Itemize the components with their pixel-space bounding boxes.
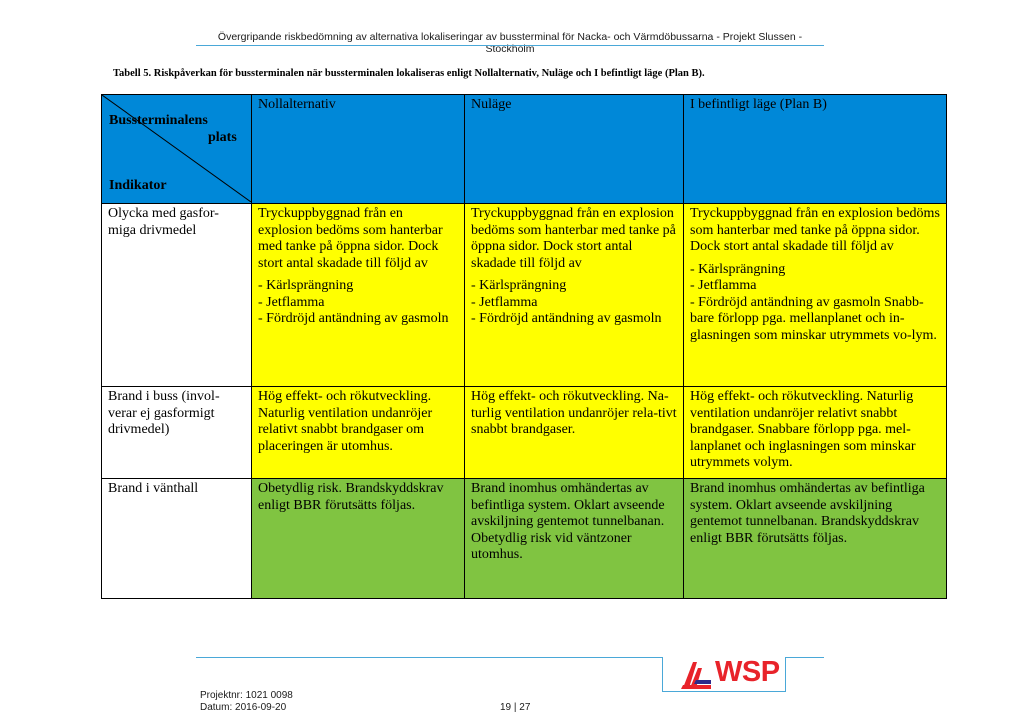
table-header-row xyxy=(102,95,947,204)
cell-text: Tryckuppbyggnad från en explosion bedöms som hanterbar med tanke på öppna sidor. Dock stort antal skadade till följd av xyxy=(690,206,940,254)
wsp-logo-text: WSP xyxy=(715,656,780,688)
row-indicator: Brand i vänthall xyxy=(102,479,252,599)
row-indicator: Brand i buss (invol-verar ej gasformigt drivmedel) xyxy=(102,387,252,479)
cell-text: Brand inomhus omhändertas av befintliga system. Oklart avseende avskiljning gentemot tunnelbanan. Obetydlig risk vid väntzoner utomhus. xyxy=(471,481,665,562)
risk-cell xyxy=(252,387,465,479)
cell-text: Obetydlig risk. Brandskyddskrav enligt BBR förutsätts följas. xyxy=(258,481,444,513)
table-row xyxy=(102,479,947,599)
page-number: 19 | 27 xyxy=(500,702,531,713)
table-row xyxy=(102,387,947,479)
corner-label-indicator: Indikator xyxy=(109,178,167,193)
cell-list: - Kärlsprängning - Jetflamma - Fördröjd antändning av gasmoln xyxy=(258,278,449,326)
cell-list: - Kärlsprängning - Jetflamma - Fördröjd antändning av gasmoln Snabb-bare förlopp pga. mellanplanet och in-glasningen som minskar utrymmets vo-lym. xyxy=(690,261,937,343)
risk-cell xyxy=(465,387,684,479)
cell-text: Brand inomhus omhändertas av befintliga system. Oklart avseende avskiljning gentemot tunnelbanan. Brandskyddskrav enligt BBR förutsätts följas. xyxy=(690,481,925,546)
footer-rule xyxy=(785,657,824,658)
wsp-logo xyxy=(662,657,786,692)
risk-cell xyxy=(252,204,465,387)
risk-cell xyxy=(684,204,947,387)
column-header-plan-b: I befintligt läge (Plan B) xyxy=(684,95,947,204)
risk-cell xyxy=(465,479,684,599)
corner-label-location: Bussterminalens xyxy=(109,113,208,128)
risk-cell xyxy=(684,387,947,479)
corner-cell xyxy=(102,95,252,204)
cell-text: Tryckuppbyggnad från en explosion bedöms som hanterbar med tanke på öppna sidor. Dock stort antal skadade till följd av xyxy=(258,206,443,271)
column-header-nulage: Nuläge xyxy=(465,95,684,204)
risk-cell xyxy=(684,479,947,599)
project-number: Projektnr: 1021 0098 xyxy=(200,690,293,701)
row-indicator: Olycka med gasfor-miga drivmedel xyxy=(102,204,252,387)
corner-label-location-2: plats xyxy=(208,130,237,145)
running-header: Övergripande riskbedömning av alternativa lokaliseringar av bussterminal för Nacka- och Värmdöbussarna - Projekt Slussen - Stockholm xyxy=(217,31,803,55)
column-header-nollalternativ: Nollalternativ xyxy=(252,95,465,204)
cell-text: Tryckuppbyggnad från en explosion bedöms som hanterbar med tanke på öppna sidor. Dock stort antal skadade till följd av xyxy=(471,206,676,271)
cell-list: - Kärlsprängning - Jetflamma - Fördröjd antändning av gasmoln xyxy=(471,278,662,326)
cell-text: Hög effekt- och rökutveckling. Naturlig ventilation undanröjer relativt snabbt brandgaser. Snabbare förlopp pga. mel-lanplanet och inglasningen som minskar utrymmets volym. xyxy=(690,389,916,470)
wsp-logo-icon xyxy=(679,658,713,690)
risk-cell xyxy=(465,204,684,387)
header-rule xyxy=(196,45,824,46)
table-caption: Tabell 5. Riskpåverkan för bussterminalen när bussterminalen lokaliseras enligt Nollalternativ, Nuläge och I befintligt läge (Plan B). xyxy=(113,68,705,79)
document-date: Datum: 2016-09-20 xyxy=(200,702,287,713)
cell-text: Hög effekt- och rökutveckling. Naturlig ventilation undanröjer relativt snabbt brandgaser om placeringen är utomhus. xyxy=(258,389,433,454)
cell-text: Hög effekt- och rökutveckling. Na-turlig ventilation undanröjer rela-tivt snabbt brandgaser. xyxy=(471,389,677,437)
table-row xyxy=(102,204,947,387)
risk-table xyxy=(101,94,947,599)
footer-rule xyxy=(196,657,662,658)
risk-cell xyxy=(252,479,465,599)
